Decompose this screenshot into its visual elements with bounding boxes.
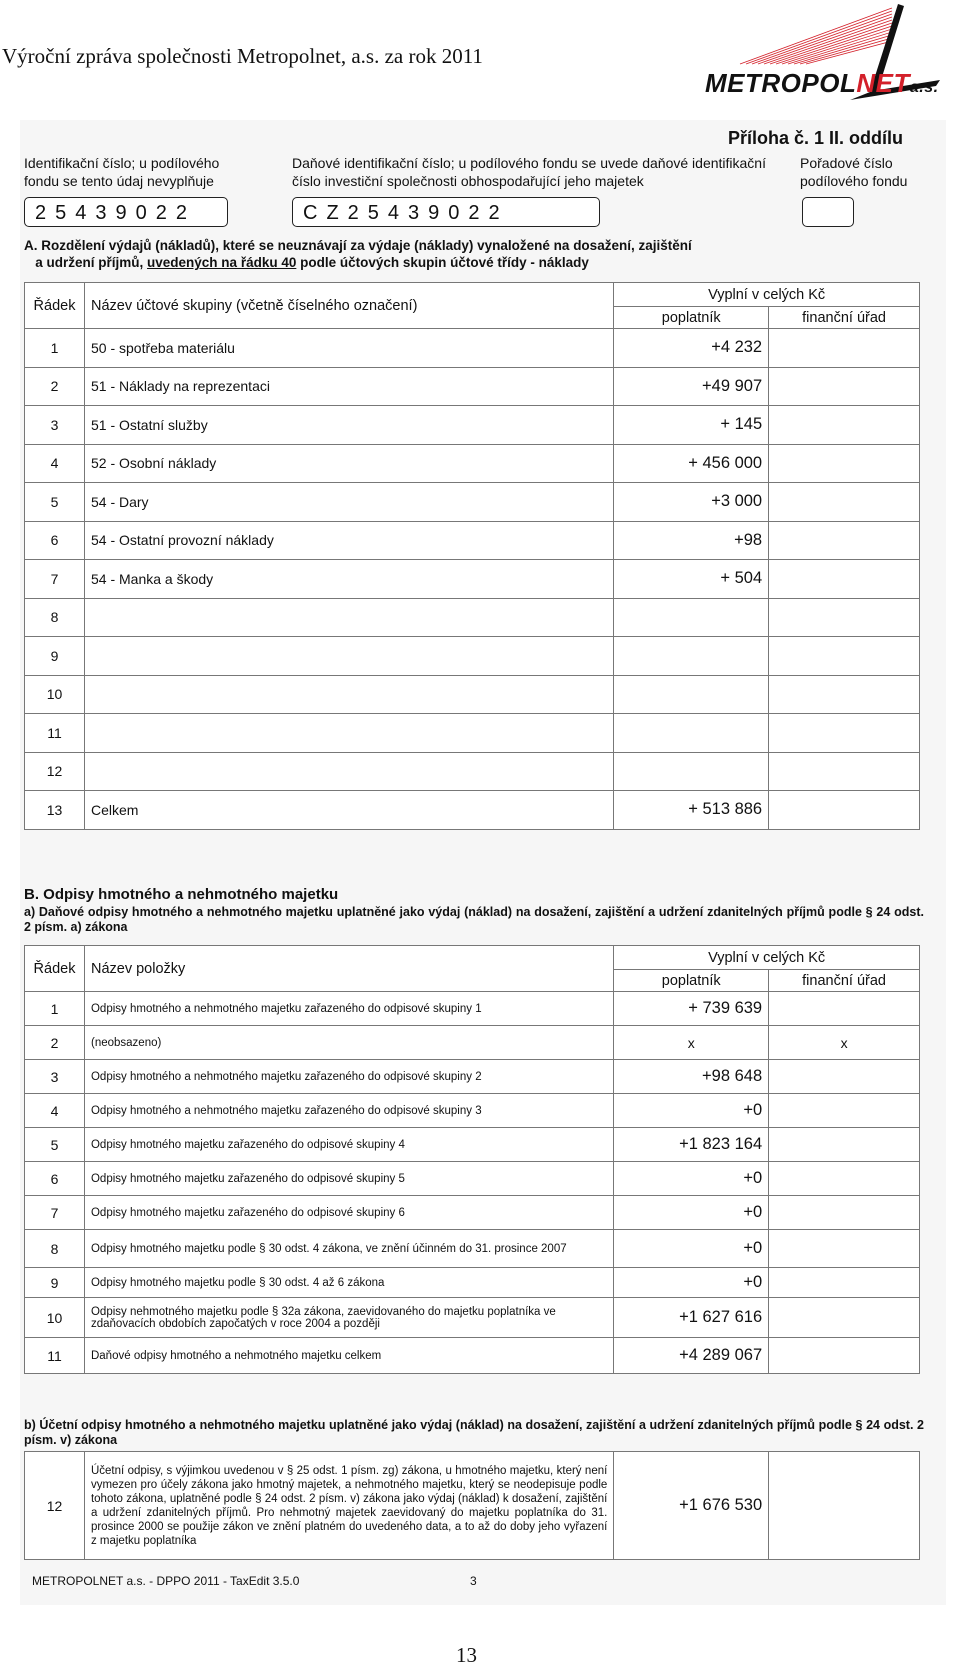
col-name-header: Název účtové skupiny (včetně číselného označení) — [84, 283, 613, 329]
order-number-label: Pořadové číslo podílového fondu — [800, 155, 908, 189]
tax-id-label: Daňové identifikační číslo; u podílového fondu se uvede daňové identifikační číslo investiční společnosti obhospodařující jeho majetek — [292, 155, 766, 189]
office-value — [769, 521, 920, 560]
table-row — [25, 752, 920, 791]
row-number: 5 — [25, 1128, 85, 1162]
row-name: Odpisy nehmotného majetku podle § 32a zákona, zaevidovaného do majetku poplatníka ve zdaňovacích obdobích započatých v roce 2004 a později — [84, 1298, 613, 1338]
row-number: 4 — [25, 444, 85, 483]
section-b-heading: B. Odpisy hmotného a nehmotného majetku — [24, 886, 339, 903]
row-name: Odpisy hmotného a nehmotného majetku zařazeného do odpisové skupiny 2 — [84, 1060, 613, 1094]
section-a-line1: A. Rozdělení výdajů (nákladů), které se neuznávají za výdaje (náklady) vynaložené na dosažení, zajištění — [24, 238, 692, 253]
payer-value: x — [614, 1026, 769, 1060]
office-value — [769, 637, 920, 676]
payer-value — [614, 675, 769, 714]
office-value — [769, 483, 920, 522]
table-row — [25, 1026, 920, 1060]
row-number: 11 — [25, 714, 85, 753]
table-row — [25, 560, 920, 599]
payer-value — [614, 598, 769, 637]
row-name: Odpisy hmotného majetku zařazeného do odpisové skupiny 4 — [84, 1128, 613, 1162]
payer-value: +1 823 164 — [614, 1128, 769, 1162]
table-row — [25, 1128, 920, 1162]
order-number-field — [802, 197, 854, 227]
payer-value: + 145 — [614, 406, 769, 445]
row-name: 54 - Ostatní provozní náklady — [84, 521, 613, 560]
table-row — [25, 329, 920, 368]
row-name: 52 - Osobní náklady — [84, 444, 613, 483]
table-row — [25, 1298, 920, 1338]
row-number: 1 — [25, 992, 85, 1026]
payer-value: +4 232 — [614, 329, 769, 368]
office-value — [769, 1268, 920, 1298]
table-row — [25, 406, 920, 445]
row-name: Odpisy hmotného a nehmotného majetku zařazeného do odpisové skupiny 1 — [84, 992, 613, 1026]
table-b-row12 — [24, 1451, 920, 1560]
payer-value: +98 — [614, 521, 769, 560]
office-value — [769, 1452, 920, 1560]
table-a — [24, 282, 920, 830]
payer-value: +98 648 — [614, 1060, 769, 1094]
payer-value: + 513 886 — [614, 791, 769, 830]
row-name — [84, 752, 613, 791]
report-title: Výroční zpráva společnosti Metropolnet, a.s. za rok 2011 — [2, 44, 483, 68]
table-row — [25, 1230, 920, 1268]
payer-value: +4 289 067 — [614, 1338, 769, 1374]
office-value — [769, 791, 920, 830]
section-b-a-text: a) Daňové odpisy hmotného a nehmotného majetku uplatněné jako výdaj (náklad) na dosažení, zajištění a udržení zdanitelných příjmů podle § 24 odst. 2 písm. a) zákona — [24, 905, 924, 934]
table-row — [25, 714, 920, 753]
row-number: 9 — [25, 637, 85, 676]
col-payer-header: poplatník — [614, 307, 769, 329]
payer-value: +0 — [614, 1196, 769, 1230]
table-row — [25, 1060, 920, 1094]
table-row — [25, 675, 920, 714]
payer-value: + 504 — [614, 560, 769, 599]
payer-value — [614, 637, 769, 676]
payer-value — [614, 752, 769, 791]
row-name — [84, 598, 613, 637]
table-row — [25, 1094, 920, 1128]
row-number: 13 — [25, 791, 85, 830]
office-value — [769, 714, 920, 753]
row-name — [84, 637, 613, 676]
row-name: 51 - Ostatní služby — [84, 406, 613, 445]
row-number: 3 — [25, 406, 85, 445]
payer-value: +49 907 — [614, 367, 769, 406]
table-row — [25, 1196, 920, 1230]
row-name: (neobsazeno) — [84, 1026, 613, 1060]
payer-value: +1 627 616 — [614, 1298, 769, 1338]
row-name: Odpisy hmotného majetku podle § 30 odst. 4 až 6 zákona — [84, 1268, 613, 1298]
row-number: 11 — [25, 1338, 85, 1374]
office-value — [769, 992, 920, 1026]
row-number: 4 — [25, 1094, 85, 1128]
office-value: x — [769, 1026, 920, 1060]
section-b-b-text: b) Účetní odpisy hmotného a nehmotného majetku uplatněné jako výdaj (náklad) na dosažení, zajištění a udržení zdanitelných příjmů podle § 24 odst. 2 písm. v) zákona — [24, 1418, 924, 1447]
row-number: 3 — [25, 1060, 85, 1094]
col-name-header: Název položky — [84, 946, 613, 992]
col-fill-header: Vyplní v celých Kč — [614, 283, 920, 307]
payer-value: +0 — [614, 1162, 769, 1196]
office-value — [769, 1298, 920, 1338]
payer-value: +3 000 — [614, 483, 769, 522]
col-row-header: Řádek — [25, 283, 85, 329]
row-number: 2 — [25, 1026, 85, 1060]
office-value — [769, 1162, 920, 1196]
table-row — [25, 444, 920, 483]
payer-value: +0 — [614, 1268, 769, 1298]
row-name — [84, 675, 613, 714]
row-number: 6 — [25, 521, 85, 560]
id-number-field: 25439022 — [24, 197, 228, 227]
id-label: Identifikační číslo; u podílového fondu se tento údaj nevyplňuje — [24, 155, 220, 189]
row-number: 10 — [25, 1298, 85, 1338]
row-name: 51 - Náklady na reprezentaci — [84, 367, 613, 406]
payer-value — [614, 714, 769, 753]
office-value — [769, 1338, 920, 1374]
office-value — [769, 560, 920, 599]
row-number: 1 — [25, 329, 85, 368]
col-office-header: finanční úřad — [769, 307, 920, 329]
row-number: 5 — [25, 483, 85, 522]
table-row — [25, 791, 920, 830]
table-row — [25, 367, 920, 406]
office-value — [769, 444, 920, 483]
logo-wordmark: METROPOLNETa.s. — [705, 68, 939, 98]
office-value — [769, 675, 920, 714]
table-row — [25, 521, 920, 560]
row-number: 8 — [25, 598, 85, 637]
col-row-header: Řádek — [25, 946, 85, 992]
office-value — [769, 329, 920, 368]
row-name: 54 - Dary — [84, 483, 613, 522]
col-office-header: finanční úřad — [769, 970, 920, 992]
table-row — [25, 1162, 920, 1196]
office-value — [769, 1196, 920, 1230]
payer-value: +0 — [614, 1094, 769, 1128]
table-row — [25, 637, 920, 676]
row-number: 9 — [25, 1268, 85, 1298]
row-number: 12 — [25, 752, 85, 791]
office-value — [769, 367, 920, 406]
office-value — [769, 1094, 920, 1128]
row-name: Odpisy hmotného majetku zařazeného do odpisové skupiny 6 — [84, 1196, 613, 1230]
payer-value: + 456 000 — [614, 444, 769, 483]
payer-value: + 739 639 — [614, 992, 769, 1026]
row-name: Odpisy hmotného majetku podle § 30 odst. 4 zákona, ve znění účinném do 31. prosince 2007 — [84, 1230, 613, 1268]
table-row — [25, 992, 920, 1026]
payer-value: +0 — [614, 1230, 769, 1268]
row-number: 7 — [25, 1196, 85, 1230]
table-row — [25, 1338, 920, 1374]
row-name: Odpisy hmotného majetku zařazeného do odpisové skupiny 5 — [84, 1162, 613, 1196]
form-page-number: 3 — [470, 1574, 477, 1588]
row-name: Daňové odpisy hmotného a nehmotného majetku celkem — [84, 1338, 613, 1374]
col-payer-header: poplatník — [614, 970, 769, 992]
row-name: 54 - Manka a škody — [84, 560, 613, 599]
form-footer: METROPOLNET a.s. - DPPO 2011 - TaxEdit 3.5.0 — [32, 1574, 300, 1588]
section-a-line2: a udržení příjmů, uvedených na řádku 40 podle účtových skupin účtové třídy - náklady — [35, 255, 589, 270]
row-number: 2 — [25, 367, 85, 406]
table-row — [25, 1452, 920, 1560]
office-value — [769, 1230, 920, 1268]
office-value — [769, 752, 920, 791]
table-row — [25, 483, 920, 522]
col-fill-header: Vyplní v celých Kč — [614, 946, 920, 970]
row-name: Odpisy hmotného a nehmotného majetku zařazeného do odpisové skupiny 3 — [84, 1094, 613, 1128]
row-number: 12 — [25, 1452, 85, 1560]
annex-label: Příloha č. 1 II. oddílu — [728, 128, 904, 148]
office-value — [769, 598, 920, 637]
office-value — [769, 406, 920, 445]
row-number: 10 — [25, 675, 85, 714]
row-number: 6 — [25, 1162, 85, 1196]
tax-id-field: CZ25439022 — [292, 197, 600, 227]
row-name: Celkem — [84, 791, 613, 830]
row-name: 50 - spotřeba materiálu — [84, 329, 613, 368]
section-a-heading — [24, 237, 924, 271]
row-text: Účetní odpisy, s výjimkou uvedenou v § 25 odst. 1 písm. zg) zákona, u hmotného majetku, který není vymezen pro účely zákona jako hmotný majetek, a nehmotného majetku, který se neodepisuje podle tohoto zákona, uplatněné podle § 24 odst. 2 písm. v) zákona jako výdaj (náklad) k dosažení, zajištění a udržení zdanitelných příjmů. Pro nehmotný majetek zaevidovaný do majetku poplatníka do 31. prosince 2000 se použije zákon ve znění platném do uvedeného data, a to až do doby jeho vyřazení z majetku poplatníka — [84, 1452, 613, 1560]
office-value — [769, 1060, 920, 1094]
payer-value: +1 676 530 — [614, 1452, 769, 1560]
page-number: 13 — [456, 1643, 477, 1667]
row-number: 8 — [25, 1230, 85, 1268]
table-row — [25, 1268, 920, 1298]
table-row — [25, 598, 920, 637]
office-value — [769, 1128, 920, 1162]
table-b — [24, 945, 920, 1374]
row-name — [84, 714, 613, 753]
row-number: 7 — [25, 560, 85, 599]
